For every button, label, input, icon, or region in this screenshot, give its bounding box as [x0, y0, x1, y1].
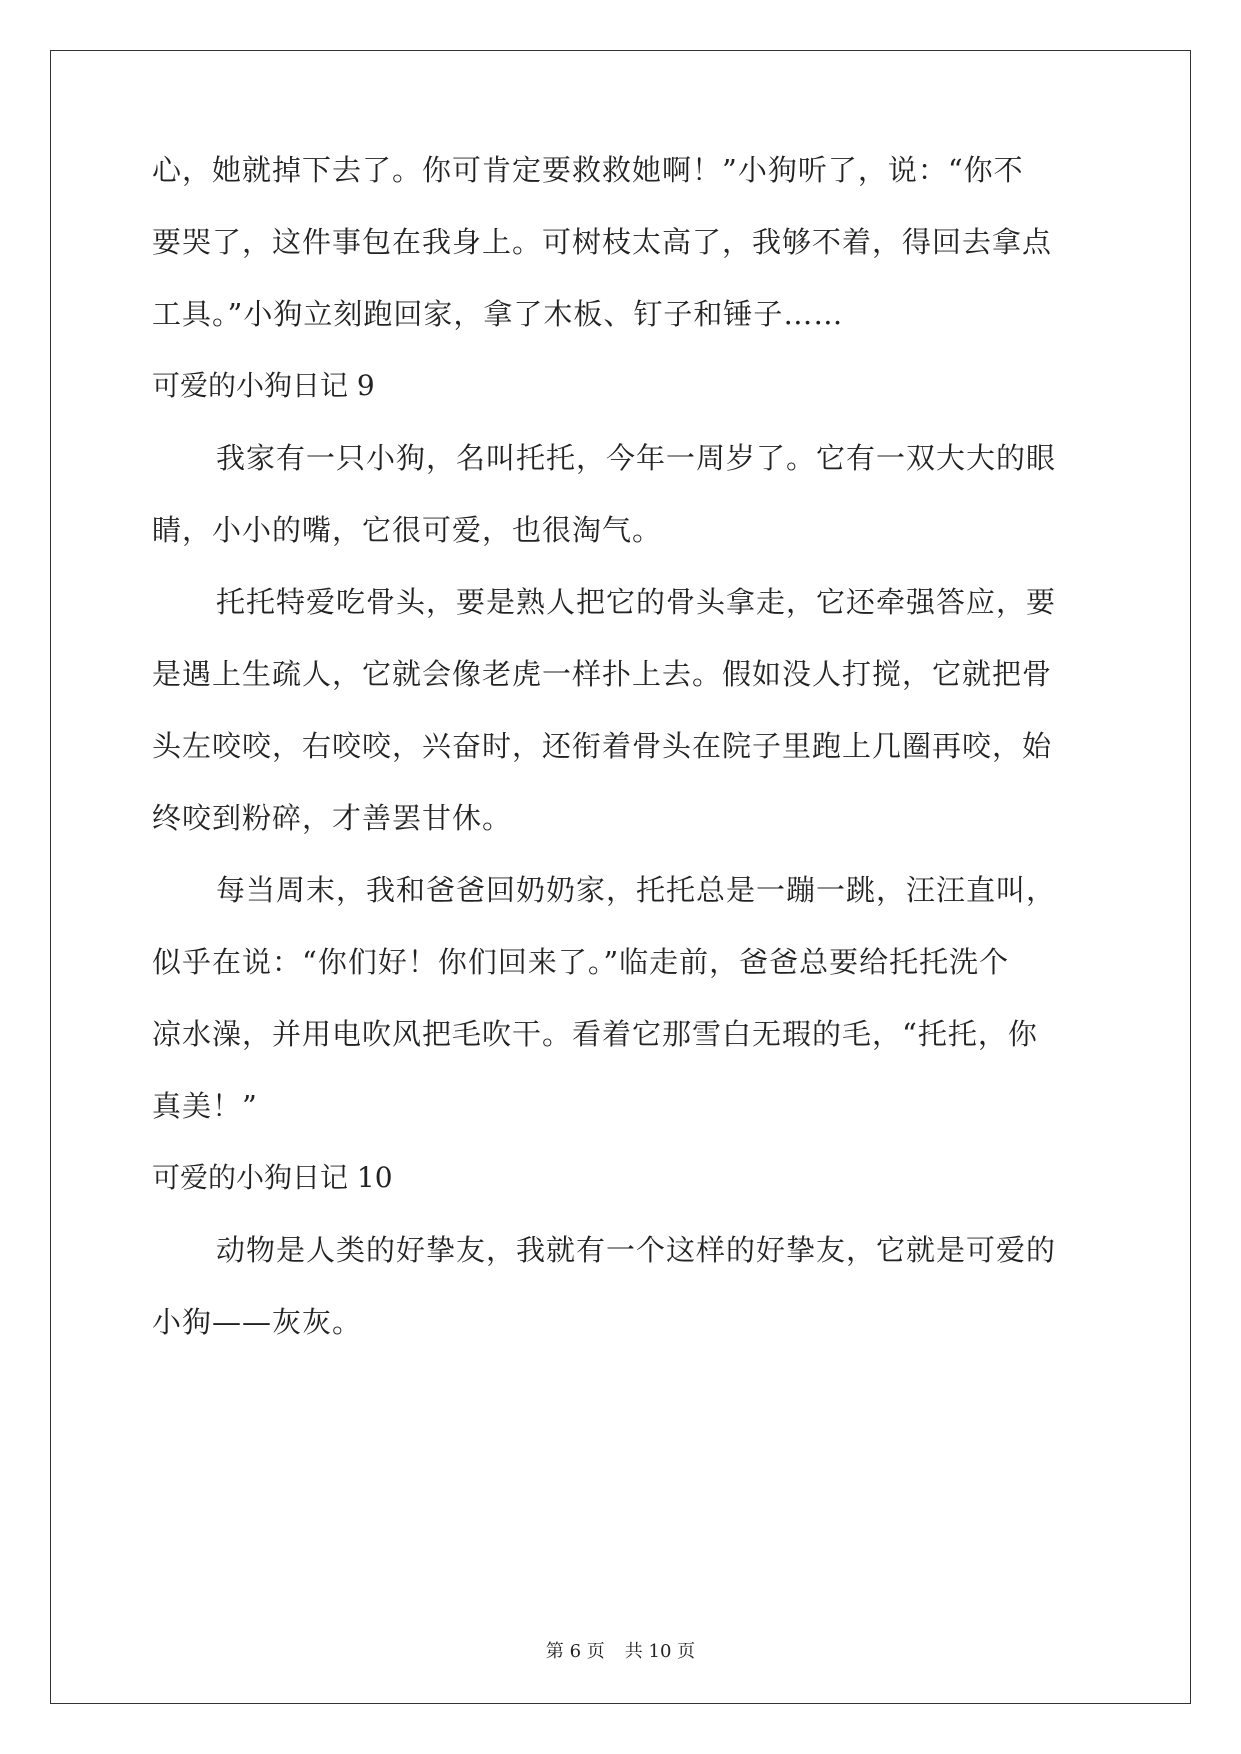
body-text-line: 似乎在说：“你们好！你们回来了。”临走前，爸爸总要给托托洗个 — [152, 945, 1010, 979]
body-text-line: 终咬到粉碎，才善罢甘休。 — [152, 801, 513, 835]
body-text-line: 要哭了，这件事包在我身上。可树枝太高了，我够不着，得回去拿点 — [152, 225, 1053, 259]
body-text-line: 凉水澡，并用电吹风把毛吹干。看着它那雪白无瑕的毛，“托托，你 — [152, 1017, 1038, 1051]
paragraph-start-line: 动物是人类的好挚友，我就有一个这样的好挚友，它就是可爱的 — [216, 1233, 1057, 1267]
section-heading: 可爱的小狗日记 10 — [152, 1161, 393, 1194]
section-heading: 可爱的小狗日记 9 — [152, 369, 375, 402]
paragraph-start-line: 每当周末，我和爸爸回奶奶家，托托总是一蹦一跳，汪汪直叫， — [216, 873, 1057, 907]
body-text-line: 真美！” — [152, 1089, 258, 1123]
body-text-line: 头左咬咬，右咬咬，兴奋时，还衔着骨头在院子里跑上几圈再咬，始 — [152, 729, 1053, 763]
body-text-line: 是遇上生疏人，它就会像老虎一样扑上去。假如没人打搅，它就把骨 — [152, 657, 1053, 691]
page-number: 第 6 页 — [545, 1641, 605, 1662]
body-text-line: 睛，小小的嘴，它很可爱，也很淘气。 — [152, 513, 663, 547]
paragraph-start-line: 托托特爱吃骨头，要是熟人把它的骨头拿走，它还牵强答应，要 — [216, 585, 1057, 619]
body-text-line: 小狗——灰灰。 — [152, 1305, 363, 1339]
paragraph-start-line: 我家有一只小狗，名叫托托，今年一周岁了。它有一双大大的眼 — [216, 441, 1057, 475]
page-footer — [0, 1640, 1241, 1664]
body-text-line: 工具。”小狗立刻跑回家，拿了木板、钉子和锤子…… — [152, 297, 844, 331]
body-text-line: 心，她就掉下去了。你可肯定要救救她啊！”小狗听了，说：“你不 — [152, 153, 1024, 187]
page-total: 共 10 页 — [624, 1641, 696, 1662]
